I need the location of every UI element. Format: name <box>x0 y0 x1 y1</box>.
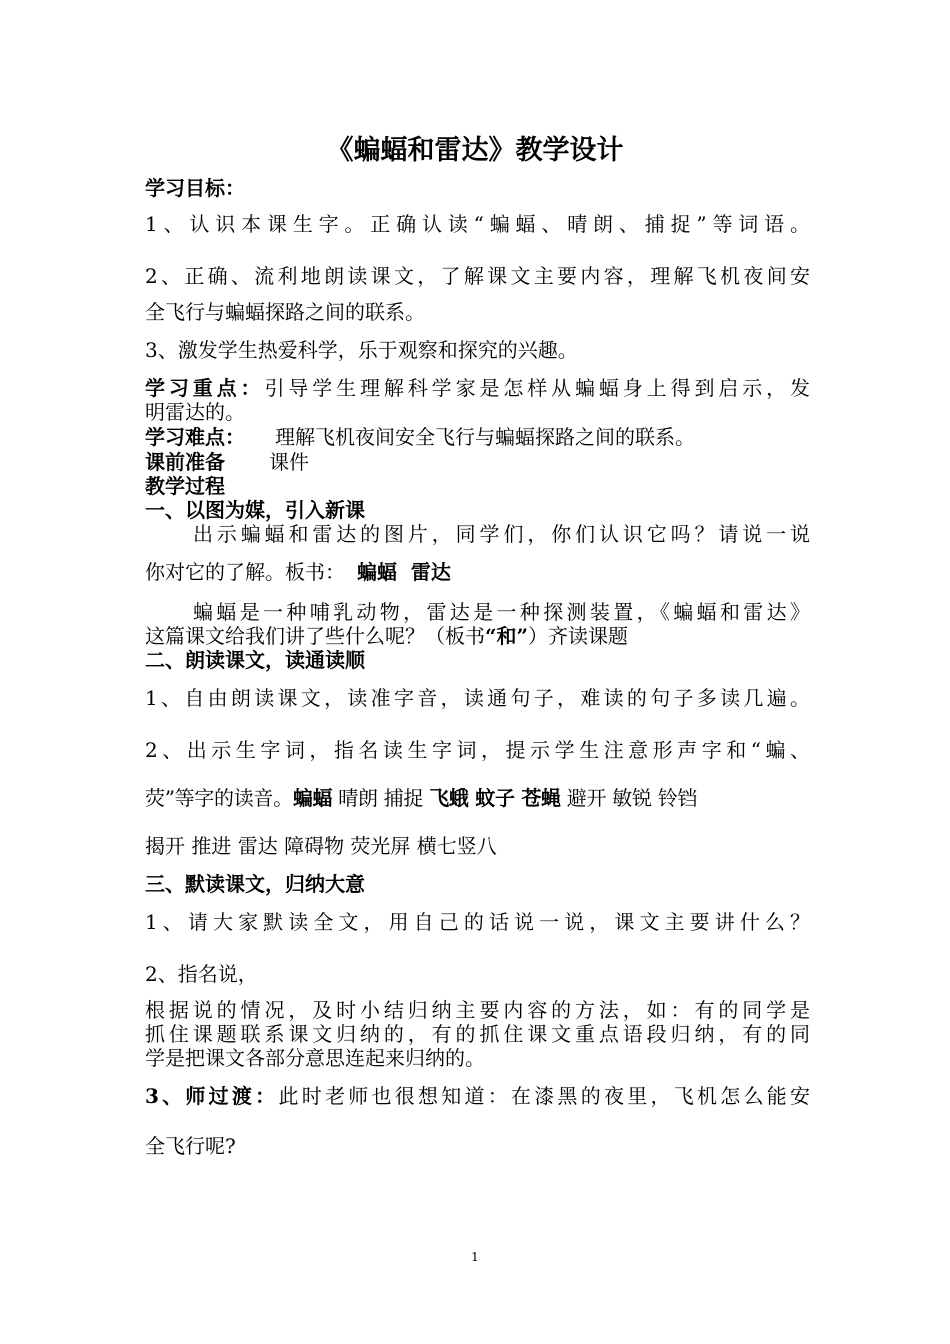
goal-1: 1、认识本课生字。正确认读“蝙蝠、晴朗、捕捉”等词语。 <box>145 212 810 236</box>
section-1-heading: 一、以图为媒，引入新课 <box>145 498 365 522</box>
board-writing: 蝙蝠 雷达 <box>357 560 451 584</box>
word-bianfu: 蝙蝠 <box>292 786 333 810</box>
section-3-item-3-line-1: 3、师过渡：此时老师也很想知道：在漆黑的夜里，飞机怎么能安 <box>145 1084 810 1108</box>
page-number: 1 <box>471 1250 479 1264</box>
section-2-item-1: 1、自由朗读课文，读准字音，读通句子，难读的句子多读几遍。 <box>145 686 810 710</box>
difficulty-line: 学习难点： 理解飞机夜间安全飞行与蝙蝠探路之间的联系。 <box>145 425 695 449</box>
process-heading: 教学过程 <box>145 474 225 498</box>
preparation-label: 课前准备 <box>145 450 225 474</box>
section-1-para-2-line-1: 蝙蝠是一种哺乳动物，雷达是一种探测装置，《蝙蝠和雷达》 <box>193 600 810 624</box>
section-3-para-line-2: 抓住课题联系课文归纳的，有的抓住课文重点语段归纳，有的同 <box>145 1022 810 1046</box>
section-1-para-1-line-2: 你对它的了解。板书： 蝙蝠 雷达 <box>145 560 451 584</box>
section-1-para-1-line-1: 出示蝙蝠和雷达的图片，同学们，你们认识它吗？请说一说 <box>193 522 810 546</box>
goal-2-line-2: 全飞行与蝙蝠探路之间的联系。 <box>145 300 425 324</box>
key-point-label: 学习重点： <box>145 376 265 400</box>
section-2-item-2-line-3: 揭开 推进 雷达 障碍物 荧光屏 横七竖八 <box>145 834 497 858</box>
section-3-item-2: 2、指名说， <box>145 962 258 986</box>
section-2-item-2-line-1: 2、出示生字词，指名读生字词，提示学生注意形声字和“蝙、 <box>145 738 810 762</box>
section-3-item-1: 1、请大家默读全文，用自己的话说一说，课文主要讲什么？ <box>145 910 810 934</box>
section-2-item-2-line-2: 荧”等字的读音。蝙蝠 晴朗 捕捉 飞蛾 蚊子 苍蝇 避开 敏锐 铃铛 <box>145 786 698 810</box>
section-3-item-3-line-2: 全飞行呢? <box>145 1134 236 1158</box>
preparation-line: 课前准备 课件 <box>145 450 309 474</box>
transition-label: 3、师过渡： <box>145 1084 279 1108</box>
word-group-bold: 飞蛾 蚊子 苍蝇 <box>429 786 561 810</box>
section-2-heading: 二、朗读课文，读通读顺 <box>145 648 365 672</box>
section-3-para-line-1: 根据说的情况，及时小结归纳主要内容的方法，如：有的同学是 <box>145 998 810 1022</box>
goal-3: 3、激发学生热爱科学，乐于观察和探究的兴趣。 <box>145 338 578 362</box>
section-1-para-2-line-2: 这篇课文给我们讲了些什么呢？（板书“和”）齐读课题 <box>145 624 629 648</box>
document-title: 《蝙蝠和雷达》教学设计 <box>326 135 624 166</box>
goal-2-line-1: 2、正确、流利地朗读课文，了解课文主要内容，理解飞机夜间安 <box>145 264 810 288</box>
key-point-line-1: 学习重点：引导学生理解科学家是怎样从蝙蝠身上得到启示，发 <box>145 376 811 400</box>
difficulty-label: 学习难点： <box>145 425 245 449</box>
section-3-heading: 三、默读课文，归纳大意 <box>145 872 365 896</box>
key-point-line-2: 明雷达的。 <box>145 400 245 424</box>
section-3-para-line-3: 学是把课文各部分意思连起来归纳的。 <box>145 1046 485 1070</box>
goals-heading: 学习目标： <box>145 176 245 200</box>
